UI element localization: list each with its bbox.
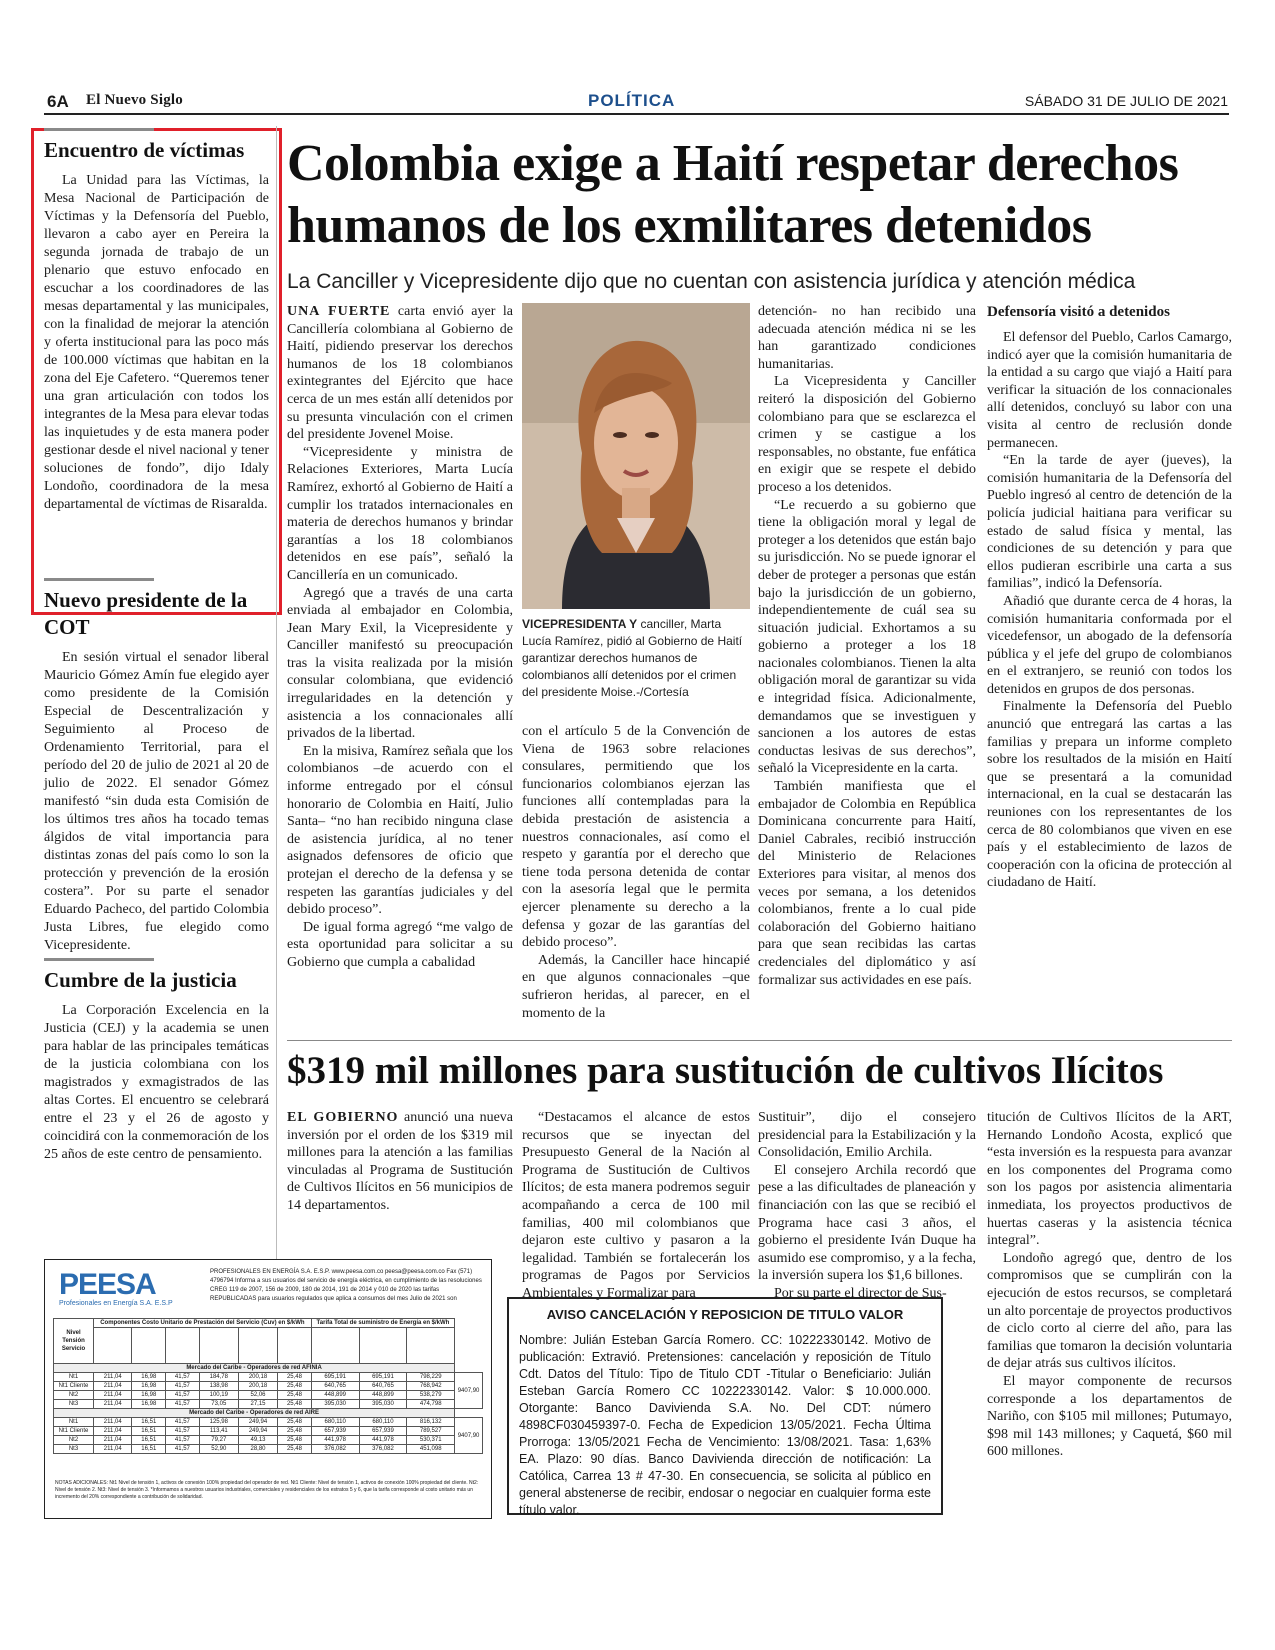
table-cell: 768,942 [407,1382,455,1391]
sidebar-story-justice [44,958,269,1164]
table-cell: 249,94 [238,1427,277,1436]
ad-intro: PROFESIONALES EN ENERGÍA S.A. E.S.P. www.peesa.com.co peesa@peesa.com.co Fax (571) 4796794 Informa a sus usuarios del servicio de energía eléctrica, en cumplimiento de las resoluciones CREG 119 de 2007, 156 de 2009, 180 de 2014, 191 de 2014 y 010 de 2020 las tarifas REPUBLICADAS para usuarios regulados que aplica a consumos del mes Julio de 2021 son [210,1269,482,1302]
peesa-logo [59,1270,199,1310]
table-row [54,1391,483,1400]
table-cell: 211,04 [94,1418,132,1427]
notice-title: AVISO CANCELACIÓN Y REPOSICION DE TITULO VALOR [546,1307,904,1322]
story-body: La Corporación Excelencia en la Justicia (CEJ) y la academia se unen para hablar de las principales temáticas de la justicia colombiana con los magistrados y exmagistrados de las altas Cortes. El encuentro se celebrará entre el 23 y el 26 de agosto y coincidirá con la conmemoración de los 25 años de este centro de pensamiento. [44,1003,269,1162]
table-cell: 211,04 [94,1373,132,1382]
main-col-4 [987,303,1232,892]
table-cell: 25,48 [278,1391,312,1400]
table-cell: 530,371 [407,1436,455,1445]
table-cell: 113,41 [199,1427,238,1436]
table-cell: 789,527 [407,1427,455,1436]
table-cell: 16,51 [132,1436,166,1445]
table-cell: 211,04 [94,1436,132,1445]
table-cell: 41,57 [166,1436,200,1445]
portrait-photo [522,303,750,609]
table-cell: 695,191 [359,1373,407,1382]
paragraph: El defensor del Pueblo, Carlos Camargo, indicó ayer que la comisión humanitaria de la entidad a su cargo que viajó a Haití para verificar la situación de los connacionales allí detenidos, concluyó su labor con una visita al centro de reclusión donde permanecen. [987,330,1232,451]
table-cell: Nt3 [54,1445,94,1454]
main-col-1 [287,303,513,972]
table-cell: 79,27 [199,1436,238,1445]
main-col-2 [522,723,750,1022]
paragraph: Sustituir”, dijo el consejero presidencial para la Estabilización y la Consolidación, Emilio Archila. [758,1110,976,1161]
table-cell: 474,798 [407,1400,455,1409]
page-number: 6A [47,92,69,111]
col-header: Componentes Costo Unitario de Prestación del Servicio (Cuv) en $/kWh [94,1319,312,1328]
table-cell: 16,51 [132,1427,166,1436]
portrait-illustration [522,303,750,609]
col-header: Tarifa Total de suministro de Energía en $/kWh [311,1319,454,1328]
second-col-3 [758,1109,976,1303]
logo-subtext: Profesionales en Energía S.A. E.S.P [59,1300,173,1307]
table-cell: 184,78 [199,1373,238,1382]
second-col-1 [287,1109,513,1215]
table-cell: Nt3 [54,1400,94,1409]
story-rule [44,958,154,961]
table-cell: 441,978 [311,1436,359,1445]
table-cell: 211,04 [94,1391,132,1400]
table-cell: 28,80 [238,1445,277,1454]
table-cell: 211,04 [94,1400,132,1409]
table-row [54,1400,483,1409]
table-cell: 25,48 [278,1400,312,1409]
paragraph: anunció una nueva inversión por el orden de los $319 mil millones para la atención a las familias vinculadas al Programa de Sustitución de Cultivos Ilícitos en 56 municipios de 14 departamentos. [287,1110,513,1213]
story-title: Encuentro de víctimas [44,138,245,162]
notice-body: Nombre: Julián Esteban García Romero. CC: 10222330142. Motivo de publicación: Extravió. Pretensiones: cancelación y reposición de Título Cdt. Datos del Título: Tipo de Titulo CDT -Titular o Beneficiario: Julián Esteban García Romero CC 10222330142. Valor: $ 10.000.000. Otorgante: Banco Davivienda S.A. No. Del CDT: número 4898CF030459397-0. Fecha de Expedicion 13/05/2021. Fecha Última Prorroga: 13/05/2021 Fecha de Vencimiento: 13/08/2021. Tasa: 1,63% EA. Plazo: 90 días. Banco Davivienda dirección de notificación: La Católica, Carrea 13 # 47-30. En consecuencia, se solicita al público en general abstenerse de recibir, endosar o negociar en cualquier forma este título valor. [519,1333,931,1517]
table-row [54,1445,483,1454]
table-cell: 138,98 [199,1382,238,1391]
section-rule [287,1040,1232,1041]
table-cell: 538,279 [407,1391,455,1400]
paragraph: Agregó que a través de una carta enviada al embajador en Colombia, Jean Mary Exil, la Vicepresidente y Canciller manifestó su preocupación tras la visita realizada por la misión consular colombiana, que evidenció irregularidades en la detención y asistencia a los connacionales allí privados de la libertad. [287,585,513,742]
table-cell: 41,57 [166,1373,200,1382]
table-cell: 680,110 [311,1418,359,1427]
table-cell: 25,48 [278,1436,312,1445]
table-cell: 16,98 [132,1391,166,1400]
paragraph: “Destacamos el alcance de estos recursos que se inyectan del Presupuesto General de la Nación al Programa de Sustitución de Cultivos Ilícitos; de esta manera podremos seguir acompañando a cerca de 100 mil familias, 400 mil colombianos que dejaron este cultivo y pasaron a la legalidad. También se fortalecerán los programas de Pagos por Servicios Ambientales y Formalizar para [522,1110,750,1301]
table-cell: 9407,90 [455,1373,483,1409]
paragraph: Finalmente la Defensoría del Pueblo anunció que entregará las cartas a las familias y prepara un informe completo sobre los resultados de la misión en Haití que se presentará a la comunidad internacional, en la cual se destacarán las reuniones con los representantes de los cerca de 80 colombianos que viven en ese país y el establecimiento de lazos de cooperación con la oficina de protección al ciudadano de Haití. [987,699,1232,891]
paragraph: Londoño agregó que, dentro de los compromisos que se cumplirán con la ejecución de estos recursos, se completará un alto porcentaje de proyectos productivos de ciclo corto al cierre del año, para las familias que tomaron la decisión voluntaria de dejar atrás sus cultivos ilícitos. [987,1250,1232,1372]
table-cell: 25,48 [278,1427,312,1436]
paragraph: “Le recuerdo a su gobierno que tiene la obligación moral y legal de proteger a los detenidos que están bajo su jurisdicción. No se puede ignorar el deber de proteger a personas que están bajo la jurisdicción de un gobierno, independientemente de cuál sea su situación judicial. Exhortamos a su gobierno a proteger a los 18 nacionales colombianos. Tienen la alta obligación moral de garantizar su vida e integridad física. Adicionalmente, demandamos que se investiguen y sancionen a los autores de estas conductas lesivas de sus derechos”, señaló la Vicepresidente en la carta. [758,497,976,777]
story-body: En sesión virtual el senador liberal Mauricio Gómez Amín fue elegido ayer como presidente de la Comisión Especial de Descentralización y Seguimiento al Proceso de Ordenamiento Territorial, para el período del 20 de julio de 2021 al 20 de julio de 2022. El senador Gómez manifestó “sin duda esta Comisión de los últimos tres años ha tocado temas álgidos de vital importancia para distintas zonas del país como lo son la protección y prevención de la erosión costera”. Por su parte el senador Eduardo Pacheco, del partido Colombia Justa Libres, fue elegido como Vicepresidente. [44,650,269,953]
issue-date: SÁBADO 31 DE JULIO DE 2021 [1024,93,1228,109]
table-cell: 52,06 [238,1391,277,1400]
photo-caption [522,616,750,701]
ad-notes: NOTAS ADICIONALES: Nt1 Nivel de tensión 1, activos de conexión 100% propiedad del operador de red. Nt1 Cliente: Nivel de tensión 1, activos de conexión 100% propiedad del cliente. Nt2: Nivel de tensión 2. Nt3: Nivel de tensión 3. *Informamos a nuestros usuarios industriales, comerciales y residenciales de los estratos 5 y 6, que la tarifa corresponde al costo unitario más un incremento del 20% correspondiente a contribución de solidaridad. [55,1480,479,1500]
table-cell: 816,132 [407,1418,455,1427]
table-row [54,1418,483,1427]
table-cell: Nt2 [54,1436,94,1445]
table-cell: 41,57 [166,1382,200,1391]
table-cell: Nt1 Cliente [54,1382,94,1391]
sidebar-story-cot [44,578,269,955]
table-cell: 125,98 [199,1418,238,1427]
story-title: Nuevo presidente de la COT [44,588,248,639]
table-cell: 16,98 [132,1382,166,1391]
story-title: Cumbre de la justicia [44,968,237,992]
table-cell: 211,04 [94,1382,132,1391]
story-body: La Unidad para las Víctimas, la Mesa Nacional de Participación de Víctimas y la Defensoría del Pueblo, llevaron a cabo ayer en Pereira la segunda jornada de trabajo de un plenario que estuvo enfocado en escuchar a los coordinadores de las mesas departamental y las municipales, con la finalidad de mejorar la atención y oferta institucional para las poco más de 100.000 víctimas que habitan en la zona del Eje Cafetero. “Queremos tener una gran articulación con todos los integrantes de la Mesa para elevar todas las inquietudes y de esta manera poder gestionar desde el nivel nacional y tener soluciones de fondo”, dijo Idaly Londoño, coordinadora de la mesa departamental de víctimas de Risaralda. [44,173,269,512]
table-cell: 376,082 [359,1445,407,1454]
table-cell: 448,899 [311,1391,359,1400]
table-cell: Nt1 [54,1418,94,1427]
table-cell: 100,19 [199,1391,238,1400]
paragraph: El mayor componente de recursos corresponde a los departamentos de Nariño, con $105 mil millones; Putumayo, $98 mil 143 millones; y Caquetá, $60 mil 600 millones. [987,1373,1232,1460]
paragraph: titución de Cultivos Ilícitos de la ART, Hernando Londoño Acosta, explicó que “esta inversión es la respuesta para avanzar en los componentes del Programa como son los pagos por asistencia alimentaria inmediata, los proyectos productivos de huertas caseras y la asistencia técnica integral”. [987,1110,1232,1249]
table-cell: Nt1 Cliente [54,1427,94,1436]
paragraph: detención- no han recibido una adecuada atención médica ni se les han garantizado condiciones humanitarias. [758,304,976,372]
table-cell: 395,030 [359,1400,407,1409]
paragraph: carta envió ayer la Cancillería colombiana al Gobierno de Haití, pidiendo preservar los derechos humanos de los 18 colombianos exintegrantes del Ejército que hace cerca de un mes están allí detenidos por su presunta vinculación con el crimen del presidente Jovenel Moise. [287,304,513,443]
table-cell: 200,18 [238,1382,277,1391]
table-cell: 27,15 [238,1400,277,1409]
market-group-row: Mercado del Caribe - Operadores de red AIRE [54,1409,455,1418]
table-cell: 41,57 [166,1400,200,1409]
table-cell: 211,04 [94,1445,132,1454]
table-cell: 211,04 [94,1427,132,1436]
table-cell: 640,765 [359,1382,407,1391]
table-cell: Nt2 [54,1391,94,1400]
column-rule [276,126,277,1261]
table-cell: 16,51 [132,1445,166,1454]
table-cell: 640,765 [311,1382,359,1391]
table-cell: 395,030 [311,1400,359,1409]
lead-in: UNA FUERTE [287,304,391,319]
paragraph: Además, la Canciller hace hincapié en que algunos connacionales –que sufrieron heridas, al parecer, en el momento de la [522,952,750,1021]
paragraph: “Vicepresidente y ministra de Relaciones Exteriores, Marta Lucía Ramírez, exhortó al Gobierno de Haití a cumplir los tratados internacionales en materia de derechos humanos y brindar garantías a los 18 colombianos detenidos en ese país”, señaló la Cancillería en un comunicado. [287,444,513,583]
table-cell: 41,57 [166,1418,200,1427]
lead-in: EL GOBIERNO [287,1110,399,1125]
table-cell: 451,098 [407,1445,455,1454]
paragraph: La Vicepresidenta y Canciller reiteró la disposición del Gobierno colombiano para que se esclarezca el crimen y se castigue a los responsables, no obstante, fue enfática en exigir que se respete el debido proceso a los detenidos. [758,374,976,495]
second-headline: $319 mil millones para sustitución de cultivos Ilícitos [287,1049,1164,1092]
table-cell: 9407,90 [455,1418,483,1454]
table-cell: 376,082 [311,1445,359,1454]
paragraph: con el artículo 5 de la Convención de Viena de 1963 sobre relaciones consulares, permitiendo que los funcionarios colombianos ejerzan las funciones allí contempladas para la debida prestación de asistencia a nuestros connacionales, así como el respeto y garantía por el derecho que tiene toda persona detenida de contar con la asesoría legal que le permita ejercer plenamente su derecho a la defensa y gozar de las garantías del debido proceso”. [522,724,750,951]
legal-notice [507,1297,943,1515]
col-header: Nivel Tensión Servicio [54,1319,94,1364]
header-rule [44,113,1229,115]
energy-tariff-ad [44,1259,492,1519]
table-cell: Nt1 [54,1373,94,1382]
table-row [54,1382,483,1391]
table-row [54,1427,483,1436]
table-cell: 798,229 [407,1373,455,1382]
logo-text: PEESA [59,1268,156,1301]
table-cell: 657,939 [311,1427,359,1436]
table-cell: 52,90 [199,1445,238,1454]
table-cell: 16,98 [132,1400,166,1409]
market-group-row: Mercado del Caribe - Operadores de red AFINIA [54,1364,455,1373]
table-cell: 25,48 [278,1418,312,1427]
table-cell: 25,48 [278,1373,312,1382]
story-rule [44,128,154,131]
paragraph: El consejero Archila recordó que pese a las dificultades de planeación y financiación con las que se recibió el Programa hace casi 3 años, el gobierno el presidente Iván Duque ha asumido ese compromiso, y a la fecha, la inversión supera los $1,6 billones. [758,1162,976,1284]
main-headline: Colombia exige a Haití respetar derechos humanos de los exmilitares detenidos [287,135,1179,254]
newspaper-name: El Nuevo Siglo [86,92,183,108]
table-cell: 200,18 [238,1373,277,1382]
table-row [54,1373,483,1382]
table-cell: 695,191 [311,1373,359,1382]
main-col-3 [758,303,976,989]
table-cell: 448,899 [359,1391,407,1400]
paragraph: En la misiva, Ramírez señala que los colombianos –de acuerdo con el informe entregado por el cónsul honorario de Colombia en Haití, Julio Santa– “no han recibido ninguna clase de asistencia jurídica, al no tener asignados defensores de oficio que protejan el derecho de la defensa y se respeten las garantías judiciales y del debido proceso”. [287,743,513,918]
table-cell: 41,57 [166,1445,200,1454]
paragraph: Por su parte el director de Sus- [774,1285,947,1301]
table-cell: 441,978 [359,1436,407,1445]
table-cell: 16,98 [132,1373,166,1382]
paragraph: De igual forma agregó “me valgo de esta oportunidad para solicitar a su Gobierno que cumpla a cabalidad [287,919,513,970]
table-cell: 249,94 [238,1418,277,1427]
table-cell: 41,57 [166,1391,200,1400]
second-col-4 [987,1109,1232,1461]
caption-lead: VICEPRESIDENTA Y [522,617,638,631]
caption-text: canciller, Marta Lucía Ramírez, pidió al Gobierno de Haití garantizar derechos humanos de colombianos allí detenidos por el crimen del presidente Moise.-/Cortesía [522,617,743,699]
table-cell: 16,51 [132,1418,166,1427]
section-name: POLÍTICA [588,91,676,110]
paragraph: “En la tarde de ayer (jueves), la comisión humanitaria de la Defensoría del Pueblo ingresó al centro de detención de la policía judicial haitiana para verificar su estado de salud física y mental, las condiciones de su detención y para que ellos pudieran escribirle una carta a sus familias”, indicó la Defensoría. [987,453,1232,592]
main-deck: La Canciller y Vicepresidente dijo que no cuentan con asistencia jurídica y atención médica [287,270,1136,293]
table-cell: 657,939 [359,1427,407,1436]
table-cell: 49,13 [238,1436,277,1445]
tariff-table [53,1318,483,1454]
paragraph: Añadió que durante cerca de 4 horas, la comisión humanitaria conformada por el vicedefensor, un abogado de la defensoría pública y el jefe del grupo de colombianos en el extranjero, se reunió con todos los detenidos en grupos de dos personas. [987,593,1232,697]
story-rule [44,578,154,581]
table-cell: 25,48 [278,1382,312,1391]
paragraph: También manifiesta que el embajador de Colombia en República Dominicana concurrente para Haití, Daniel Cabrales, recibió instrucción del Ministerio de Relaciones Exteriores para visitar, al menos dos veces por semana, a los detenidos colombianos, frente a lo cual pide colaboración del Gobierno haitiano para que sean recibidas las cartas credenciales del diplomático y así formalizar sus actividades en ese país. [758,779,976,988]
table-cell: 73,05 [199,1400,238,1409]
table-cell: 25,48 [278,1445,312,1454]
subhead: Defensoría visitó a detenidos [987,304,1170,320]
table-row [54,1436,483,1445]
table-cell: 680,110 [359,1418,407,1427]
sidebar-story-victims [44,128,269,514]
table-cell: 41,57 [166,1427,200,1436]
second-col-2 [522,1109,750,1303]
